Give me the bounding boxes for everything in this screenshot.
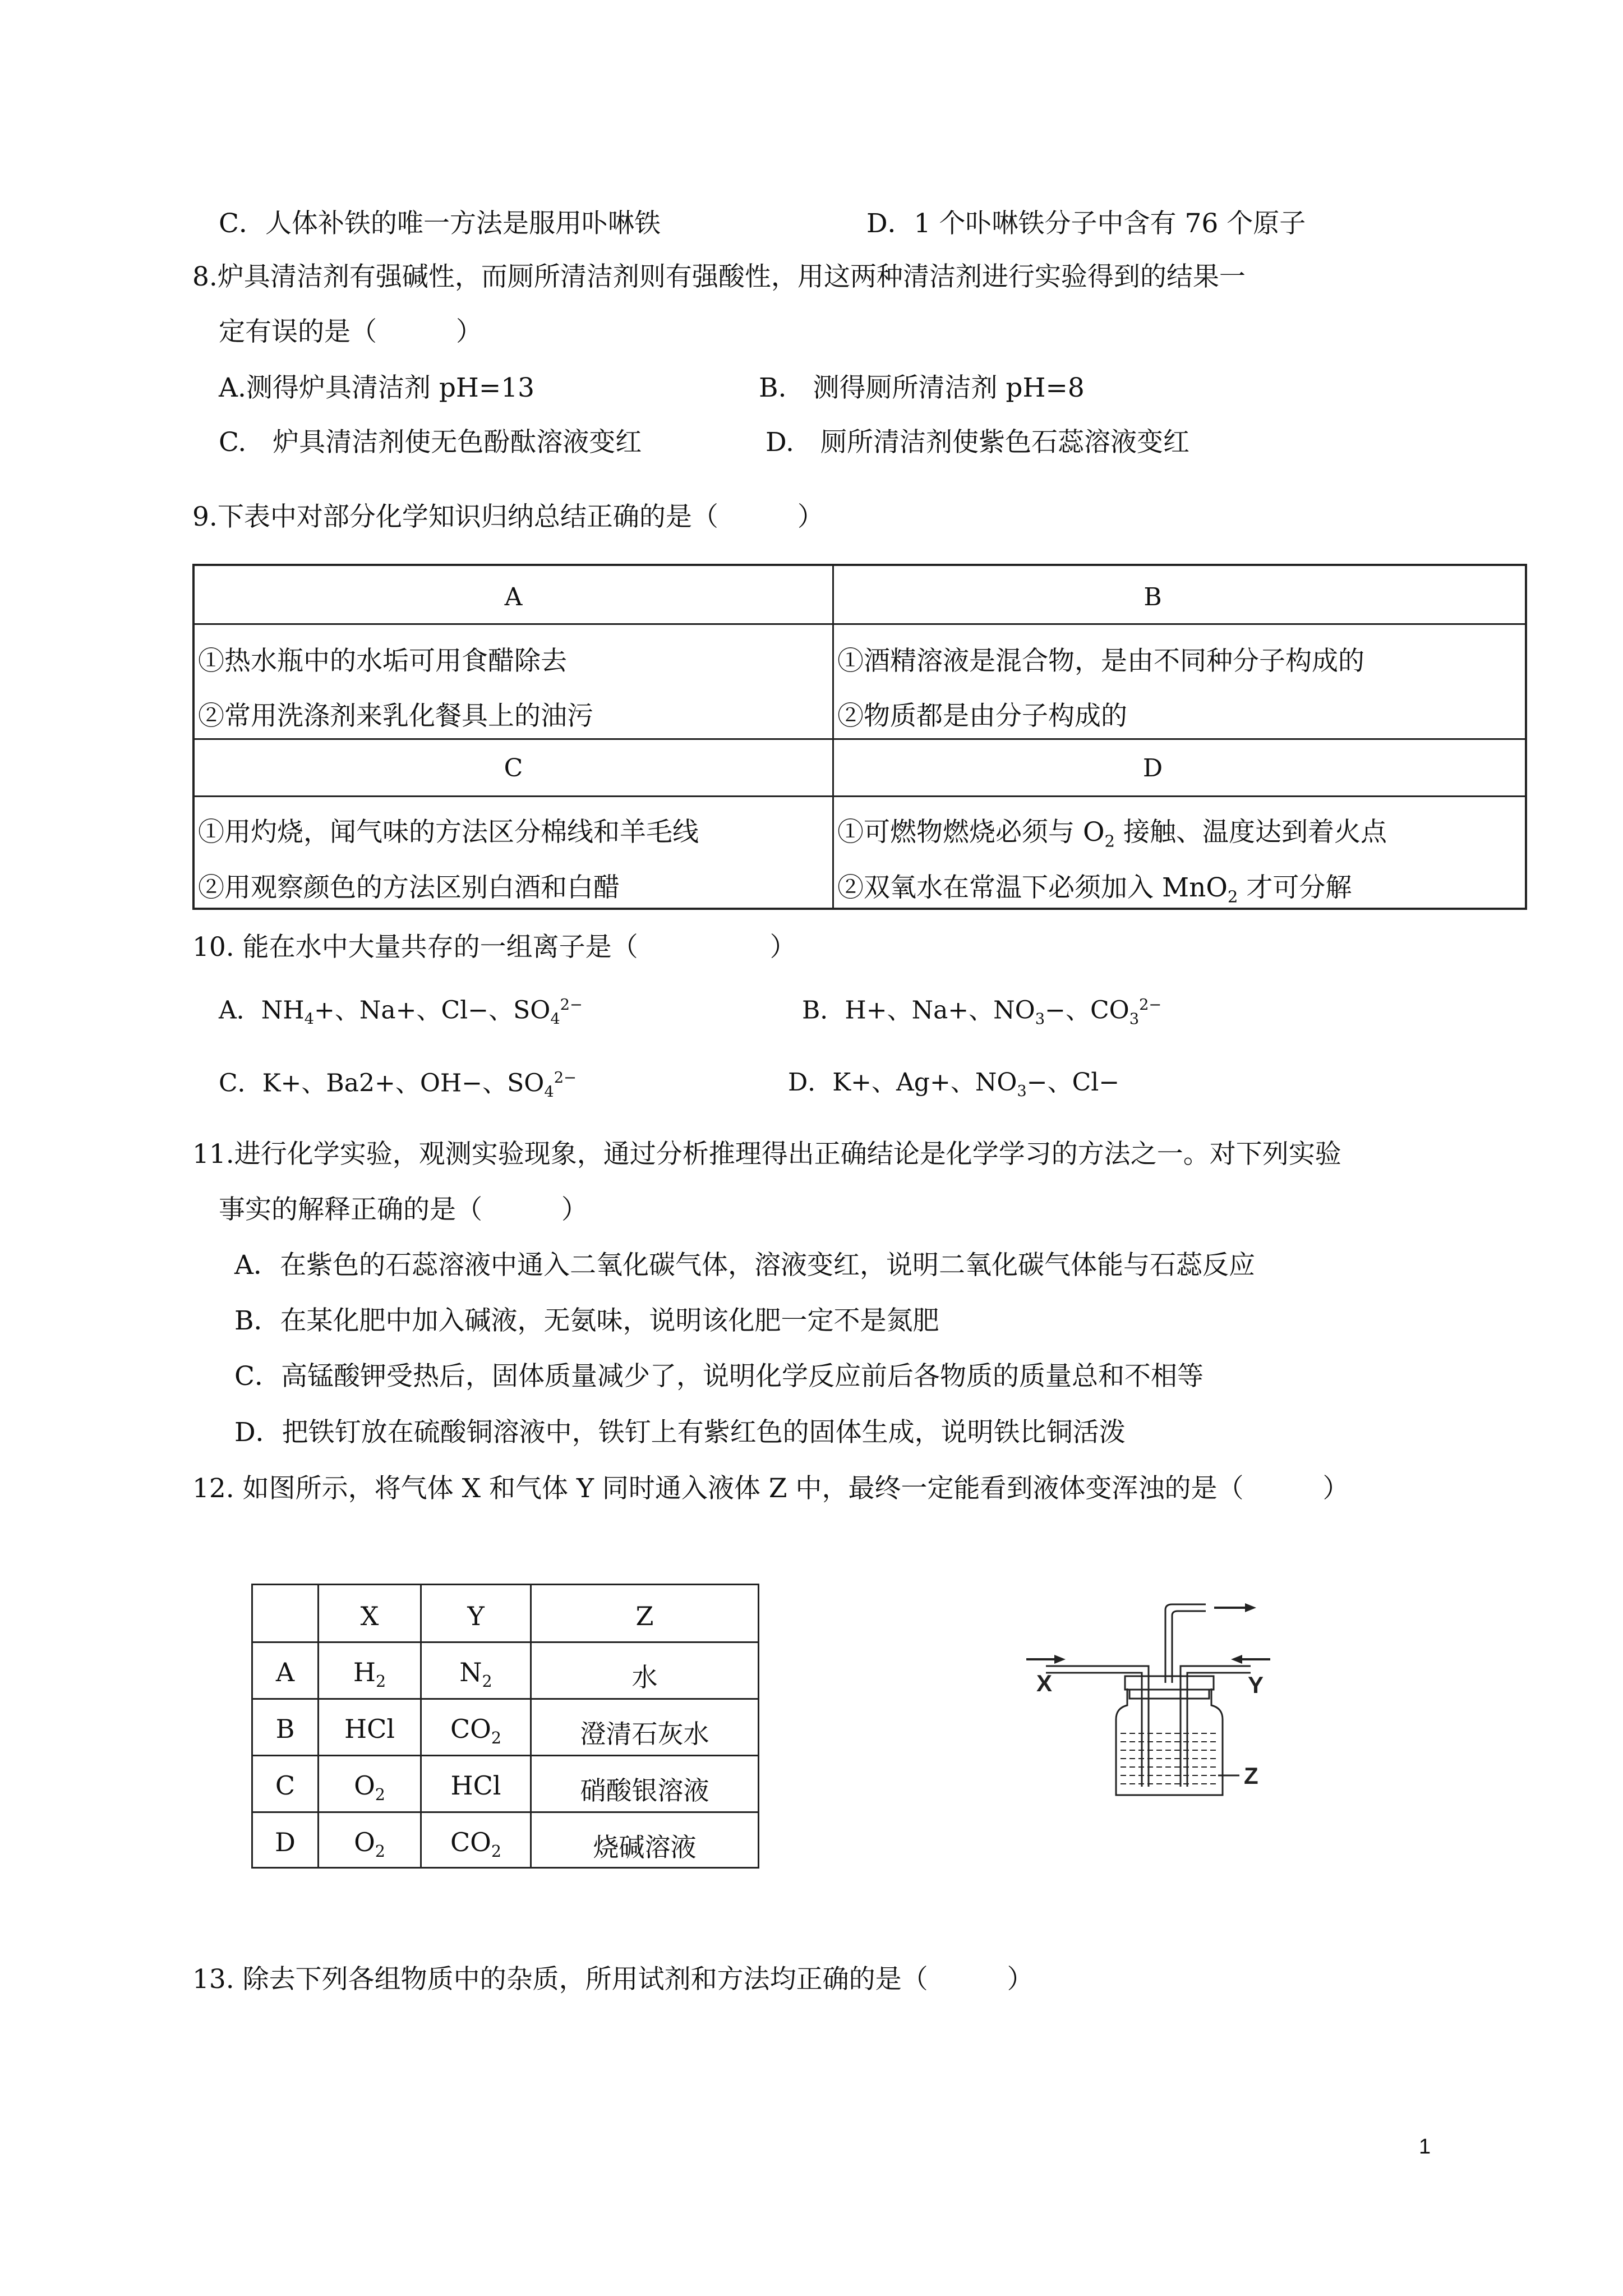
q7-option-c: C．人体补铁的唯一方法是服用卟啉铁 (219, 208, 661, 239)
q10-option-b: B．H+、Na+、$NO_3-$、$CO_3^{2-}$ (802, 996, 1162, 1028)
q12-table (251, 1584, 759, 1869)
q12-row-label: D (275, 1827, 296, 1857)
gas-bottle-figure (1021, 1593, 1279, 1818)
figure-label-x: X (1036, 1670, 1053, 1696)
q12-row-label: B (275, 1714, 295, 1744)
q10-option-a: A．$NH_4+$、Na+、Cl−、$SO_4^{2-}$ (219, 996, 583, 1028)
q9-header-c: C (504, 754, 523, 783)
figure-label-y: Y (1248, 1672, 1264, 1698)
q8-option-c: C. 炉具清洁剂使无色酚酞溶液变红 (219, 427, 642, 458)
q12-header-z: Z (635, 1601, 654, 1631)
q8-option-b: B. 测得厕所清洁剂 pH=8 (759, 372, 1085, 403)
q12-cell-y: $N_2$ (459, 1657, 492, 1691)
q11-option-b: B．在某化肥中加入碱液，无氨味，说明该化肥一定不是氮肥 (234, 1305, 939, 1336)
q8-stem-line1: 8.炉具清洁剂有强碱性，而厕所清洁剂则有强酸性，用这两种清洁剂进行实验得到的结果一 (192, 261, 1246, 292)
q11-option-d: D．把铁钉放在硫酸铜溶液中，铁钉上有紫红色的固体生成，说明铁比铜活泼 (234, 1417, 1126, 1448)
q12-header-y: Y (467, 1601, 485, 1631)
q9-cell-d1: ①可燃物燃烧必须与 $O_2$ 接触、温度达到着火点 (837, 817, 1387, 851)
q8-option-d: D. 厕所清洁剂使紫色石蕊溶液变红 (766, 427, 1189, 458)
q12-stem: 12. 如图所示，将气体 X 和气体 Y 同时通入液体 Z 中，最终一定能看到液体变浑浊的是（ ） (192, 1473, 1349, 1504)
q12-cell-y: $CO_2$ (450, 1714, 502, 1748)
q11-option-c: C．高锰酸钾受热后，固体质量减少了，说明化学反应前后各物质的质量总和不相等 (234, 1361, 1204, 1392)
q12-table-row-rule (253, 1641, 758, 1643)
q7-option-d: D．1 个卟啉铁分子中含有 76 个原子 (866, 208, 1306, 239)
q12-row-label: C (275, 1770, 296, 1801)
q12-cell-z: 烧碱溶液 (593, 1832, 697, 1862)
q12-table-row-rule (253, 1755, 758, 1756)
page-number: 1 (1419, 2135, 1431, 2159)
q9-table-rule (195, 795, 1525, 797)
q9-table (192, 564, 1527, 910)
q9-cell-b1: ①酒精溶液是混合物，是由不同种分子构成的 (837, 646, 1364, 677)
q10-stem: 10. 能在水中大量共存的一组离子是（ ） (192, 932, 796, 963)
q11-stem-line2: 事实的解释正确的是（ ） (219, 1194, 588, 1225)
q9-header-b: B (1144, 583, 1162, 611)
q9-cell-c2: ②用观察颜色的方法区别白酒和白醋 (198, 872, 620, 903)
q11-option-a: A．在紫色的石蕊溶液中通入二氧化碳气体，溶液变红，说明二氧化碳气体能与石蕊反应 (234, 1250, 1255, 1281)
q12-cell-z: 澄清石灰水 (580, 1719, 709, 1749)
q11-stem-line1: 11.进行化学实验，观测实验现象，通过分析推理得出正确结论是化学学习的方法之一。对下列实验 (192, 1139, 1341, 1170)
q12-cell-y: HCl (450, 1770, 501, 1801)
q8-option-a: A.测得炉具清洁剂 pH=13 (219, 372, 535, 403)
q12-cell-x: $O_2$ (354, 1827, 385, 1861)
q9-header-d: D (1142, 754, 1163, 783)
q12-header-x: X (360, 1601, 379, 1631)
q8-stem-line2: 定有误的是（ ） (219, 316, 482, 347)
q12-row-label: A (275, 1657, 295, 1687)
q9-cell-d2: ②双氧水在常温下必须加入 MnO$_2$ 才可分解 (837, 872, 1352, 907)
q12-cell-y: $CO_2$ (450, 1827, 502, 1861)
figure-label-z: Z (1244, 1763, 1258, 1789)
q9-cell-c1: ①用灼烧，闻气味的方法区分棉线和羊毛线 (198, 817, 699, 848)
q12-table-row-rule (253, 1698, 758, 1700)
q9-header-a: A (504, 583, 523, 611)
q9-table-divider (832, 566, 834, 908)
q13-stem: 13. 除去下列各组物质中的杂质，所用试剂和方法均正确的是（ ） (192, 1964, 1034, 1995)
q9-table-rule (195, 623, 1525, 625)
q12-table-row-rule (253, 1811, 758, 1813)
q9-cell-b2: ②物质都是由分子构成的 (837, 701, 1127, 731)
q9-table-rule (195, 738, 1525, 740)
q12-cell-z: 水 (631, 1662, 658, 1692)
q10-option-d: D．K+、Ag+、$NO_3-$、Cl− (788, 1068, 1120, 1100)
q12-cell-z: 硝酸银溶液 (580, 1775, 709, 1806)
q10-option-c: C．K+、Ba2+、OH−、$SO_4^{2-}$ (219, 1069, 577, 1101)
q12-cell-x: HCl (344, 1714, 395, 1744)
q12-cell-x: $H_2$ (353, 1657, 386, 1691)
q12-cell-x: $O_2$ (354, 1770, 385, 1805)
q9-stem: 9.下表中对部分化学知识归纳总结正确的是（ ） (192, 501, 824, 532)
q9-cell-a1: ①热水瓶中的水垢可用食醋除去 (198, 646, 567, 677)
q9-cell-a2: ②常用洗涤剂来乳化餐具上的油污 (198, 701, 593, 731)
